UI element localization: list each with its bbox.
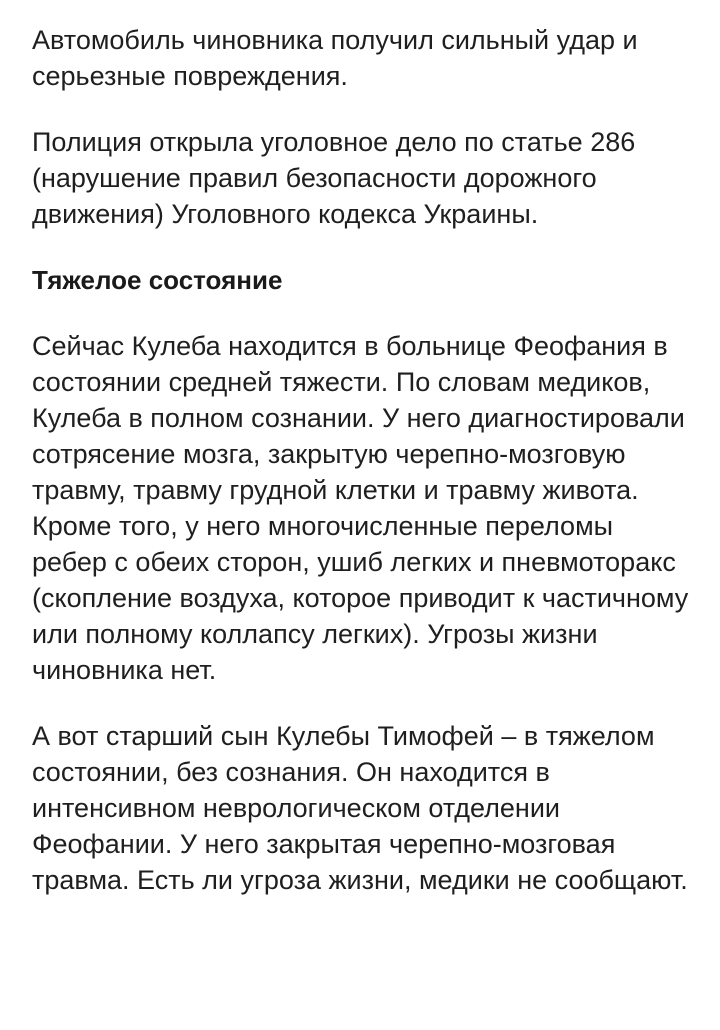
paragraph-kuleba-condition: Сейчас Кулеба находится в больнице Феофания в состоянии средней тяжести. По словам медиков, Кулеба в полном сознании. У него диагностировали сотрясение мозга, закрытую черепно-мозговую травму, травму грудной клетки и травму живота. Кроме того, у него многочисленные переломы ребер с обеих сторон, ушиб легких и пневмоторакс (скопление воздуха, которое приводит к частичному или полному коллапсу легких). Угрозы жизни чиновника нет. xyxy=(32,331,689,685)
article-body xyxy=(32,22,692,928)
paragraph-criminal-case: Полиция открыла уголовное дело по статье 286 (нарушение правил безопасности дорожного движения) Уголовного кодекса Украины. xyxy=(32,127,636,229)
paragraph-son-condition: А вот старший сын Кулебы Тимофей – в тяжелом состоянии, без сознания. Он находится в интенсивном неврологическом отделении Феофании. У него закрытая черепно-мозговая травма. Есть ли угроза жизни, медики не сообщают. xyxy=(32,721,688,895)
section-heading: Тяжелое состояние xyxy=(32,265,283,295)
paragraph-car-damage: Автомобиль чиновника получил сильный удар и серьезные повреждения. xyxy=(32,25,638,91)
